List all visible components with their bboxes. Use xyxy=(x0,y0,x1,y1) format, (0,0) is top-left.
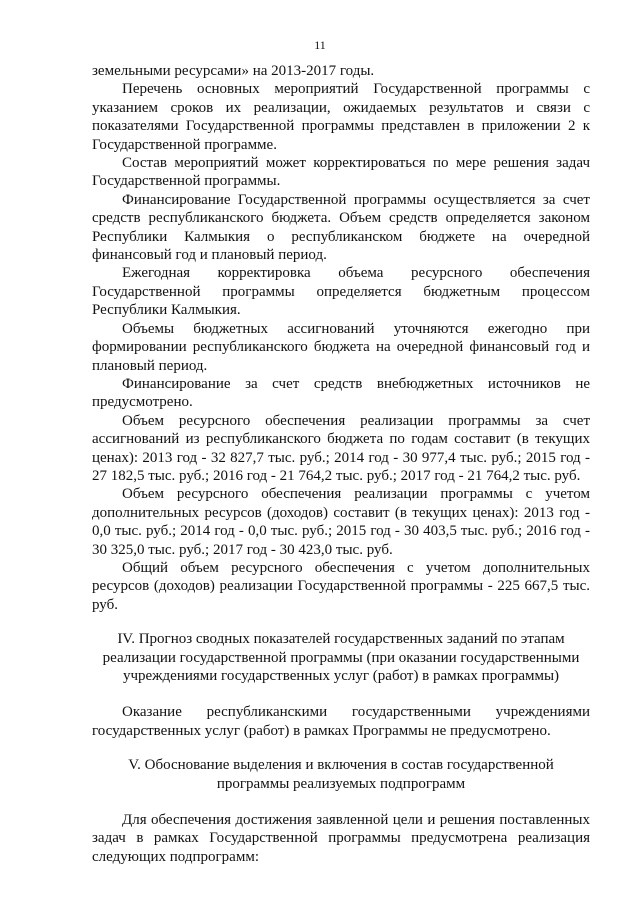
section-4-text: Оказание республиканскими государственными учреждениями государственных услуг (работ) в рамках Программы не предусмотрено. xyxy=(92,704,590,739)
page-number: 11 xyxy=(314,38,326,52)
section-4-heading: IV. Прогноз сводных показателей государственных заданий по этапам реализации государственной программы (при оказании государственными учреждениями государственных услуг (работ) в рамках программы) xyxy=(102,631,580,684)
paragraph: Финансирование за счет средств внебюджетных источников не предусмотрено. xyxy=(92,375,590,411)
paragraph: Ежегодная корректировка объема ресурсного обеспечения Государственной программы определяется бюджетным процессом Республики Калмыкия. xyxy=(92,265,590,319)
paragraph: Объемы бюджетных ассигнований уточняются ежегодно при формировании республиканского бюджета на очередной финансовый год и плановый период. xyxy=(92,320,590,374)
paragraph: Объем ресурсного обеспечения реализации программы с учетом дополнительных ресурсов (доходов) составит (в текущих ценах): 2013 год - 0,0 тыс. руб.; 2014 год - 0,0 тыс. руб.; 2015 год - 30 403,5 тыс. руб.; 2016 год - 30 325,0 тыс. руб.; 2017 год - 30 423,0 тыс. руб. xyxy=(92,486,590,558)
paragraph: Перечень основных мероприятий Государственной программы с указанием сроков их реализации, ожидаемых результатов и связи с показателями Государственной программы представлен в приложении 2 к Государственной программе. xyxy=(92,81,590,153)
section-5-text: Для обеспечения достижения заявленной цели и решения поставленных задач в рамках Государственной программы предусмотрена реализация следующих подпрограмм: xyxy=(92,812,590,865)
paragraph: Финансирование Государственной программы осуществляется за счет средств республиканского бюджета. Объем средств определяется законом Республики Калмыкия о республиканском бюджете на очередной финансовый год и плановый период. xyxy=(92,191,590,264)
paragraph: Общий объем ресурсного обеспечения с учетом дополнительных ресурсов (доходов) реализации Государственной программы - 225 667,5 тыс. руб. xyxy=(92,559,590,613)
paragraph: земельными ресурсами» на 2013-2017 годы. xyxy=(92,63,375,79)
document-body xyxy=(92,62,590,866)
section-5-heading: V. Обоснование выделения и включения в состав государственной программы реализуемых подпрограмм xyxy=(128,757,554,792)
paragraph: Объем ресурсного обеспечения реализации программы за счет ассигнований из республиканского бюджета по годам составит (в текущих ценах): 2013 год - 32 827,7 тыс. руб.; 2014 год - 30 977,4 тыс. руб.; 2015 год - 27 182,5 тыс. руб.; 2016 год - 21 764,2 тыс. руб.; 2017 год - 21 764,2 тыс. руб. xyxy=(92,412,590,484)
paragraph: Состав мероприятий может корректироваться по мере решения задач Государственной программы. xyxy=(92,155,590,190)
